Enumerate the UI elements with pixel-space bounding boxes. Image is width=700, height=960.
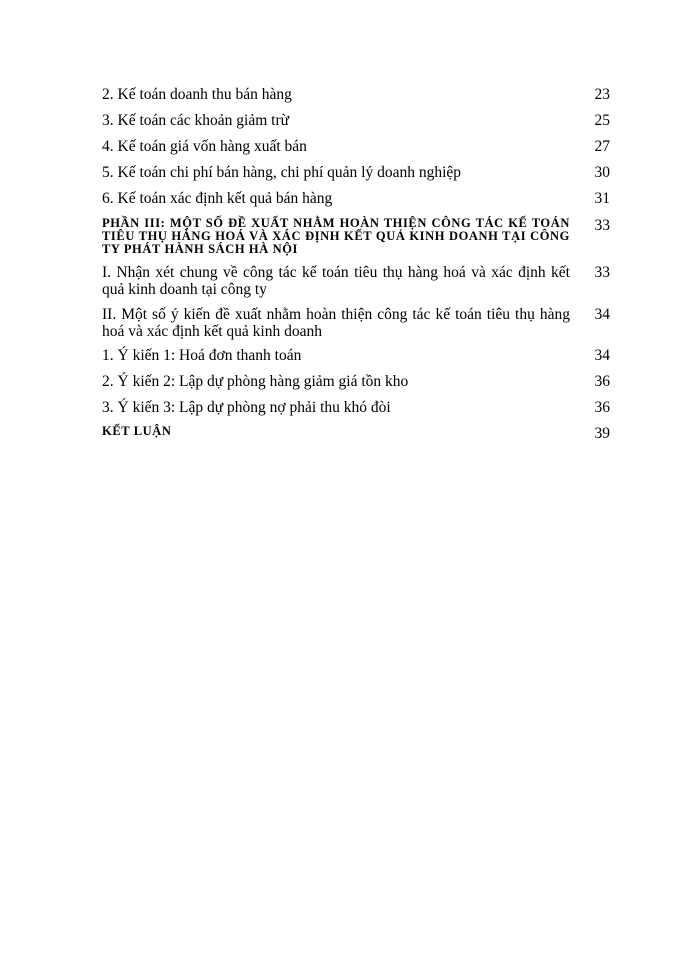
toc-entry-page-number: 25: [594, 112, 610, 129]
toc-entry-text: 3. Kế toán các khoản giảm trừ: [102, 112, 290, 129]
toc-entry-text: 4. Kế toán giá vốn hàng xuất bán: [102, 138, 307, 155]
toc-entry-page-number: 31: [594, 190, 610, 207]
toc-entry-page-number: 34: [594, 347, 610, 364]
toc-entry-page-number: 30: [594, 164, 610, 181]
toc-entry-page-number: 34: [594, 306, 610, 323]
toc-entry-text: 1. Ý kiến 1: Hoá đơn thanh toán: [102, 347, 302, 364]
toc-entry-text: 3. Ý kiến 3: Lập dự phòng nợ phải thu khó đòi: [102, 399, 391, 416]
toc-entry-text: 6. Kế toán xác định kết quả bán hàng: [102, 190, 333, 207]
toc-entry-page-number: 33: [594, 264, 610, 281]
toc-entry-page-number: 33: [594, 217, 610, 234]
toc-entry-page-number: 23: [594, 86, 610, 103]
toc-entry-text: II. Một số ý kiến đề xuất nhằm hoàn thiện công tác kế toán tiêu thụ hàng hoá và xác định kết quả kinh doanh: [102, 306, 570, 340]
toc-entry-page-number: 39: [594, 425, 610, 442]
toc-entry-text: I. Nhận xét chung về công tác kế toán tiêu thụ hàng hoá và xác định kết quả kinh doanh tại công ty: [102, 264, 570, 298]
toc-entry-page-number: 27: [594, 138, 610, 155]
toc-entry-text: 2. Ý kiến 2: Lập dự phòng hàng giảm giá tồn kho: [102, 373, 409, 390]
toc-entry-text: 5. Kế toán chi phí bán hàng, chi phí quản lý doanh nghiệp: [102, 164, 462, 181]
toc-entry-page-number: 36: [594, 399, 610, 416]
toc-entry-page-number: 36: [594, 373, 610, 390]
toc-section-heading: KẾT LUẬN: [102, 424, 172, 438]
toc-entry-text: 2. Kế toán doanh thu bán hàng: [102, 86, 292, 103]
toc-section-heading: PHẦN III: MỘT SỐ ĐỀ XUẤT NHẰM HOÀN THIỆN CÔNG TÁC KẾ TOÁN TIÊU THỤ HÀNG HOÁ VÀ XÁC ĐỊNH KẾT QUẢ KINH DOANH TẠI CÔNG TY PHÁT HÀNH SÁCH HÀ NỘI: [102, 216, 570, 256]
